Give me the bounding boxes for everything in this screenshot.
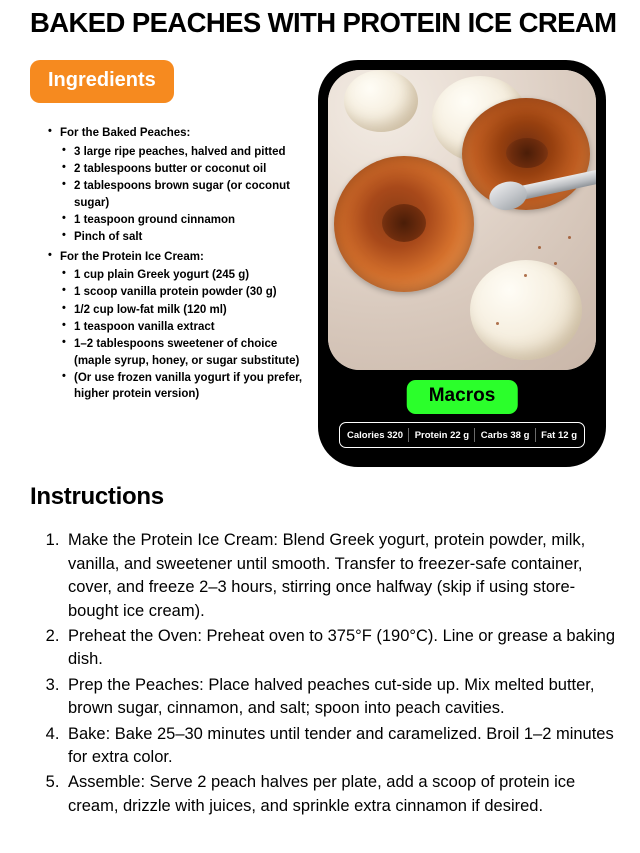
macro-protein: Protein 22 g [414,429,470,441]
ingredients-badge: Ingredients [30,60,174,103]
ingredient-group-heading: • For the Baked Peaches: [48,125,310,141]
top-content-row [20,56,620,467]
macro-divider [535,428,536,442]
macro-divider [474,428,475,442]
ingredient-group-items [48,267,310,403]
baked-peach-half [334,156,474,292]
ingredient-item: • 1 cup plain Greek yogurt (245 g) [62,267,310,283]
instruction-step: 3. Prep the Peaches: Place halved peaches cut-side up. Mix melted butter, brown sugar, cinnamon, and salt; spoon into peach cavities. [64,674,620,721]
macro-divider [408,428,409,442]
ingredients-list [30,125,310,402]
macro-fat: Fat 12 g [541,429,577,441]
ingredient-item: • 2 tablespoons butter or coconut oil [62,161,310,177]
recipe-photo [328,70,596,370]
peach-cavity [506,138,548,168]
ingredients-column [20,56,310,467]
ingredient-item: • 3 large ripe peaches, halved and pitted [62,144,310,160]
instructions-list [20,529,620,818]
ingredient-group-items [48,144,310,246]
ingredient-item: • Pinch of salt [62,229,310,245]
ingredient-item: • 1 scoop vanilla protein powder (30 g) [62,284,310,300]
instruction-step: 1. Make the Protein Ice Cream: Blend Greek yogurt, protein powder, milk, vanilla, and sweetener until smooth. Transfer to freezer-safe container, cover, and freeze 2–3 hours, stirring once halfway (skip if using store-bought ice cream). [64,529,620,623]
ingredient-item: • 2 tablespoons brown sugar (or coconut sugar) [62,178,310,211]
peach-cavity [382,204,426,242]
ingredient-item: • 1/2 cup low-fat milk (120 ml) [62,302,310,318]
instruction-step: 4. Bake: Bake 25–30 minutes until tender and caramelized. Broil 1–2 minutes for extra color. [64,723,620,770]
macros-bar [339,422,585,448]
recipe-page [0,8,640,853]
ingredient-item: • 1–2 tablespoons sweetener of choice (maple syrup, honey, or sugar substitute) [62,336,310,369]
macro-calories: Calories 320 [347,429,403,441]
macro-carbs: Carbs 38 g [480,429,530,441]
instructions-heading: Instructions [30,483,164,511]
ingredient-item: • 1 teaspoon vanilla extract [62,319,310,335]
photo-column [310,56,620,467]
ingredient-group-heading: • For the Protein Ice Cream: [48,249,310,265]
instruction-step: 2. Preheat the Oven: Preheat oven to 375°F (190°C). Line or grease a baking dish. [64,625,620,672]
recipe-photo-card [318,60,606,467]
ingredient-item: • 1 teaspoon ground cinnamon [62,212,310,228]
page-title: BAKED PEACHES WITH PROTEIN ICE CREAM [30,7,617,38]
ingredient-item: • (Or use frozen vanilla yogurt if you prefer, higher protein version) [62,370,310,403]
macros-badge: Macros [407,380,518,414]
ice-cream-scoop-icon [344,70,418,132]
instruction-step: 5. Assemble: Serve 2 peach halves per plate, add a scoop of protein ice cream, drizzle with juices, and sprinkle extra cinnamon if desired. [64,771,620,818]
